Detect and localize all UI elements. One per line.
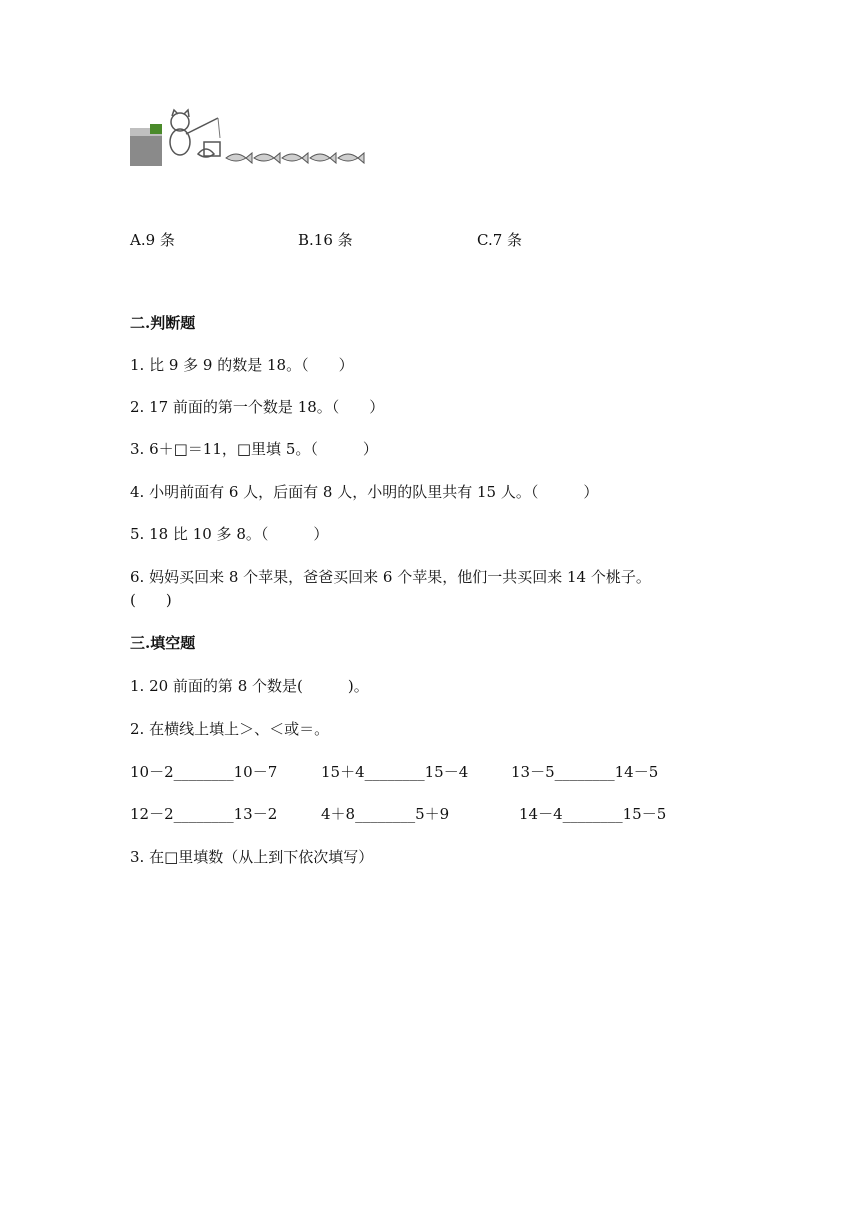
option-a: A.9 条 [130,231,175,249]
judge-item-1: 1. 比 9 多 9 的数是 18。（ ） [130,356,354,374]
fill-item-2: 2. 在横线上填上＞、＜或＝。 [130,720,330,738]
fill-item-1: 1. 20 前面的第 8 个数是( )。 [130,677,369,695]
fill-item-3: 3. 在□里填数（从上到下依次填写） [130,848,374,866]
judge-item-5: 5. 18 比 10 多 8。（ ） [130,525,329,543]
judge-item-4: 4. 小明前面有 6 人，后面有 8 人，小明的队里共有 15 人。（ ） [130,483,599,501]
bucket-cat-fish-icon [128,108,373,170]
compare-2-3: 14－4________15－5 [519,805,667,823]
compare-1-2: 15＋4________15－4 [321,763,469,781]
compare-2-2: 4＋8________5＋9 [321,805,450,823]
judge-item-3: 3. 6＋□＝11，□里填 5。（ ） [130,440,378,458]
compare-1-3: 13－5________14－5 [511,763,659,781]
option-b: B.16 条 [298,231,353,249]
judge-item-6-bracket: ( ) [130,591,172,609]
compare-1-1: 10－2________10－7 [130,763,278,781]
judge-item-2: 2. 17 前面的第一个数是 18。（ ） [130,398,385,416]
option-c: C.7 条 [477,231,523,249]
section-judge-title: 二.判断题 [130,314,196,332]
judge-item-6: 6. 妈妈买回来 8 个苹果，爸爸买回来 6 个苹果，他们一共买回来 14 个桃子。 [130,568,651,586]
section-fill-title: 三.填空题 [130,634,196,652]
compare-2-1: 12－2________13－2 [130,805,278,823]
